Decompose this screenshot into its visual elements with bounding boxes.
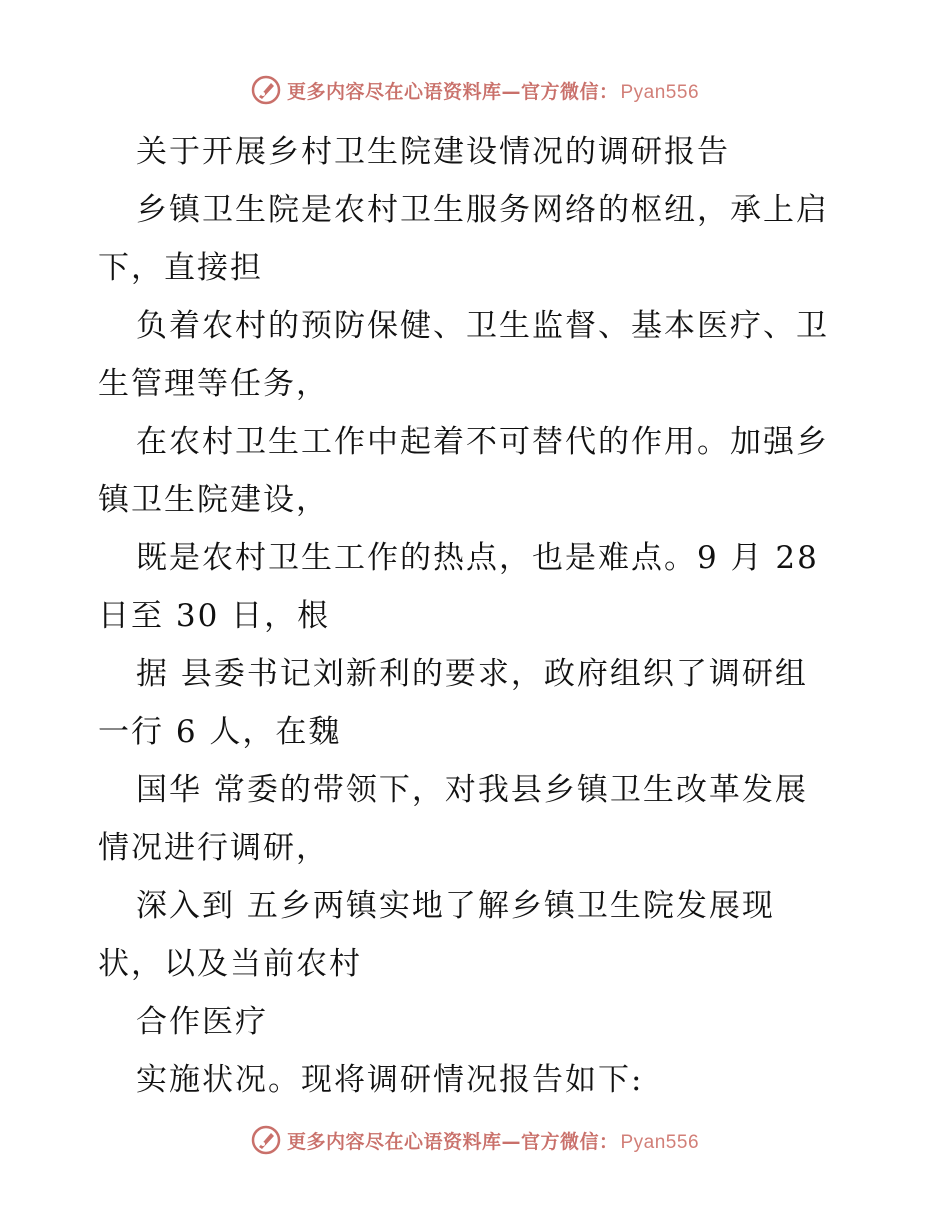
document-body	[98, 123, 858, 1109]
text-line: 一行 6 人，在魏	[98, 714, 342, 750]
text-line: 负着农村的预防保健、卫生监督、基本医疗、卫	[136, 308, 829, 344]
text-line: 实施状况。现将调研情况报告如下:	[136, 1062, 644, 1098]
header-watermark	[0, 70, 950, 110]
text-line: 关于开展乡村卫生院建设情况的调研报告	[136, 134, 730, 170]
text-line: 状，以及当前农村	[98, 946, 362, 982]
watermark-text: 更多内容尽在心语资料库—官方微信： Pyan556	[286, 80, 700, 103]
text-line: 既是农村卫生工作的热点，也是难点。9 月 28	[136, 540, 819, 576]
text-line: 国华 常委的带领下，对我县乡镇卫生改革发展	[136, 772, 808, 808]
text-line: 生管理等任务，	[98, 366, 329, 402]
text-line: 日至 30 日，根	[98, 598, 331, 634]
text-line: 镇卫生院建设，	[98, 482, 329, 518]
pen-logo-icon	[251, 1125, 281, 1155]
text-line: 乡镇卫生院是农村卫生服务网络的枢纽，承上启	[136, 192, 829, 228]
footer-watermark	[0, 1120, 950, 1160]
watermark-text: 更多内容尽在心语资料库—官方微信： Pyan556	[286, 1130, 700, 1153]
text-line: 下，直接担	[98, 250, 263, 286]
text-line: 合作医疗	[136, 1004, 268, 1040]
text-line: 在农村卫生工作中起着不可替代的作用。加强乡	[136, 424, 829, 460]
pen-logo-icon	[251, 75, 281, 105]
text-line: 情况进行调研，	[98, 830, 329, 866]
text-line: 据 县委书记刘新利的要求，政府组织了调研组	[136, 656, 808, 692]
text-line: 深入到 五乡两镇实地了解乡镇卫生院发展现	[136, 888, 775, 924]
